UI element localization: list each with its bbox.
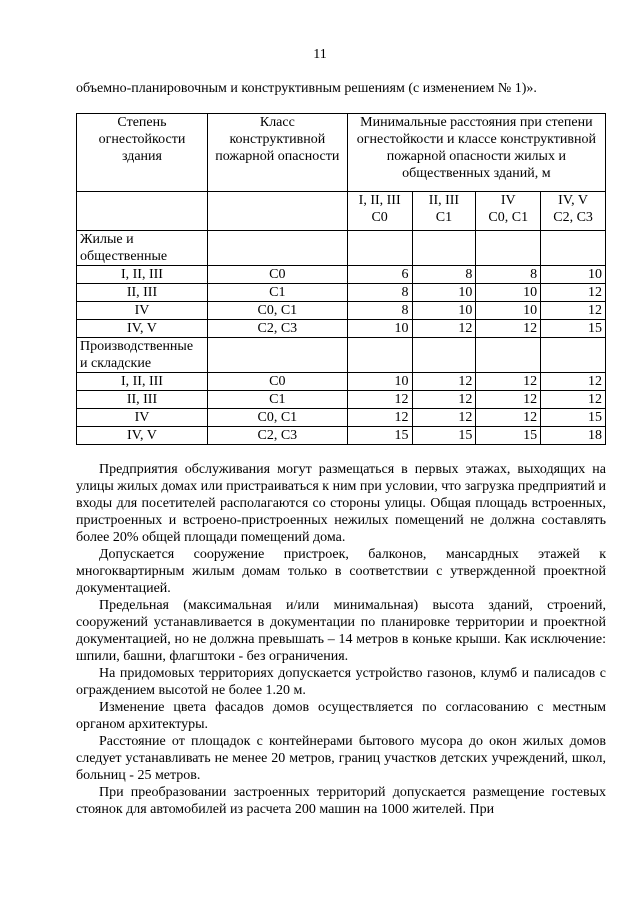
header-class: Класс конструктивной пожарной опасности <box>207 114 347 192</box>
table-row <box>77 320 606 338</box>
paragraph-parking: При преобразовании застроенных территорий допускается размещение гостевых стоянок для автомобилей из расчета 200 машин на 1000 жителей. При <box>76 785 606 817</box>
cell-value: 12 <box>541 391 606 409</box>
cell-degree: II, III <box>77 284 208 302</box>
cell-value: 15 <box>541 320 606 338</box>
cell-value: 12 <box>347 391 412 409</box>
cell-class: С0, С1 <box>207 302 347 320</box>
cell-class: С0 <box>207 266 347 284</box>
cell-value: 10 <box>541 266 606 284</box>
cell-value: 8 <box>476 266 541 284</box>
table-row <box>77 373 606 391</box>
header-degree: Степень огнестойкости здания <box>77 114 208 192</box>
cell-value: 15 <box>476 427 541 445</box>
lead-text: объемно-планировочным и конструктивным решениям (с изменением № 1)». <box>76 81 537 96</box>
cell-value: 8 <box>347 302 412 320</box>
cell-degree: I, II, III <box>77 373 208 391</box>
page-number: 11 <box>313 47 327 62</box>
cell-value: 15 <box>412 427 476 445</box>
cell-value: 6 <box>347 266 412 284</box>
empty-cell <box>541 231 606 266</box>
cell-value: 12 <box>412 320 476 338</box>
paragraph-max-height: Предельная (максимальная и/или минимальная) высота зданий, строений, сооружений устанавливается в документации по планировке территории и проектной документацией, но не должна превышать – 14 метров в коньке крыши. Как исключение: шпили, башни, флагштоки - без ограничения. <box>76 598 606 664</box>
cell-value: 10 <box>347 373 412 391</box>
paragraph-waste-distance: Расстояние от площадок с контейнерами бытового мусора до окон жилых домов следует устанавливать не менее 20 метров, границ участков детских учреждений, школ, больниц - 25 метров. <box>76 734 606 783</box>
empty-cell <box>476 338 541 373</box>
cell-degree: IV <box>77 302 208 320</box>
paragraph-extensions: Допускается сооружение пристроек, балконов, мансардных этажей к многоквартирным жилым домам только в соответствии с утвержденной проектной документацией. <box>76 547 606 596</box>
cell-class: С2, С3 <box>207 427 347 445</box>
group-title: Жилые и общественные <box>77 231 208 266</box>
table-row <box>77 391 606 409</box>
subheader-3-line2: С0, С1 <box>488 210 529 225</box>
cell-value: 10 <box>412 284 476 302</box>
cell-degree: IV, V <box>77 427 208 445</box>
cell-degree: I, II, III <box>77 266 208 284</box>
subheader-3 <box>476 192 541 231</box>
cell-value: 12 <box>412 373 476 391</box>
subheader-4-line2: С2, С3 <box>553 210 593 225</box>
cell-value: 12 <box>476 320 541 338</box>
subheader-4 <box>541 192 606 231</box>
subheader-1-line1: I, II, III <box>358 193 401 208</box>
cell-value: 12 <box>476 391 541 409</box>
table-subheader-row <box>77 192 606 231</box>
empty-cell <box>207 192 347 231</box>
subheader-2 <box>412 192 476 231</box>
cell-value: 12 <box>347 409 412 427</box>
cell-class: С1 <box>207 391 347 409</box>
empty-cell <box>541 338 606 373</box>
subheader-1-line2: С0 <box>371 210 388 225</box>
cell-degree: IV, V <box>77 320 208 338</box>
subheader-2-line2: С1 <box>435 210 453 225</box>
cell-degree: II, III <box>77 391 208 409</box>
table-row <box>77 266 606 284</box>
empty-cell <box>347 338 412 373</box>
group-title-row <box>77 231 606 266</box>
group-title: Производственные и складские <box>77 338 208 373</box>
table-row <box>77 427 606 445</box>
cell-value: 12 <box>412 409 476 427</box>
cell-value: 15 <box>541 409 606 427</box>
paragraph-facade-color: Изменение цвета фасадов домов осуществляется по согласованию с местным органом архитектуры. <box>76 700 606 732</box>
table-row <box>77 409 606 427</box>
header-distances: Минимальные расстояния при степени огнестойкости и классе конструктивной пожарной опасности жилых и общественных зданий, м <box>347 114 605 192</box>
cell-value: 8 <box>347 284 412 302</box>
paragraph-service-enterprises: Предприятия обслуживания могут размещаться в первых этажах, выходящих на улицы жилых домах или пристраиваться к ним при условии, что загрузка предприятий и входы для посетителей располагаются со стороны улицы. Общая площадь встроенных, пристроенных и встроено-пристроенных нежилых помещений не должна составлять более 20% общей площади помещений дома. <box>76 462 606 545</box>
cell-class: С0 <box>207 373 347 391</box>
group-title-row <box>77 338 606 373</box>
cell-degree: IV <box>77 409 208 427</box>
cell-value: 10 <box>347 320 412 338</box>
cell-value: 10 <box>412 302 476 320</box>
empty-cell <box>77 192 208 231</box>
cell-value: 12 <box>541 302 606 320</box>
table-header-row <box>77 114 606 192</box>
cell-value: 8 <box>412 266 476 284</box>
cell-class: С1 <box>207 284 347 302</box>
cell-value: 12 <box>412 391 476 409</box>
cell-class: С2, С3 <box>207 320 347 338</box>
cell-value: 15 <box>347 427 412 445</box>
cell-value: 18 <box>541 427 606 445</box>
cell-value: 10 <box>476 302 541 320</box>
subheader-3-line1: IV <box>500 193 516 208</box>
cell-value: 12 <box>476 373 541 391</box>
cell-value: 10 <box>476 284 541 302</box>
empty-cell <box>476 231 541 266</box>
fire-distance-table <box>76 113 606 445</box>
subheader-2-line1: II, III <box>428 193 460 208</box>
table-row <box>77 284 606 302</box>
cell-value: 12 <box>541 284 606 302</box>
empty-cell <box>347 231 412 266</box>
paragraph-lawns: На придомовых территориях допускается устройство газонов, клумб и палисадов с ограждением высотой не более 1.20 м. <box>76 666 606 698</box>
cell-value: 12 <box>476 409 541 427</box>
cell-value: 12 <box>541 373 606 391</box>
empty-cell <box>207 338 347 373</box>
cell-class: С0, С1 <box>207 409 347 427</box>
empty-cell <box>412 231 476 266</box>
body-text <box>76 461 606 818</box>
table-row <box>77 302 606 320</box>
empty-cell <box>207 231 347 266</box>
subheader-1 <box>347 192 412 231</box>
empty-cell <box>412 338 476 373</box>
subheader-4-line1: IV, V <box>558 193 588 208</box>
